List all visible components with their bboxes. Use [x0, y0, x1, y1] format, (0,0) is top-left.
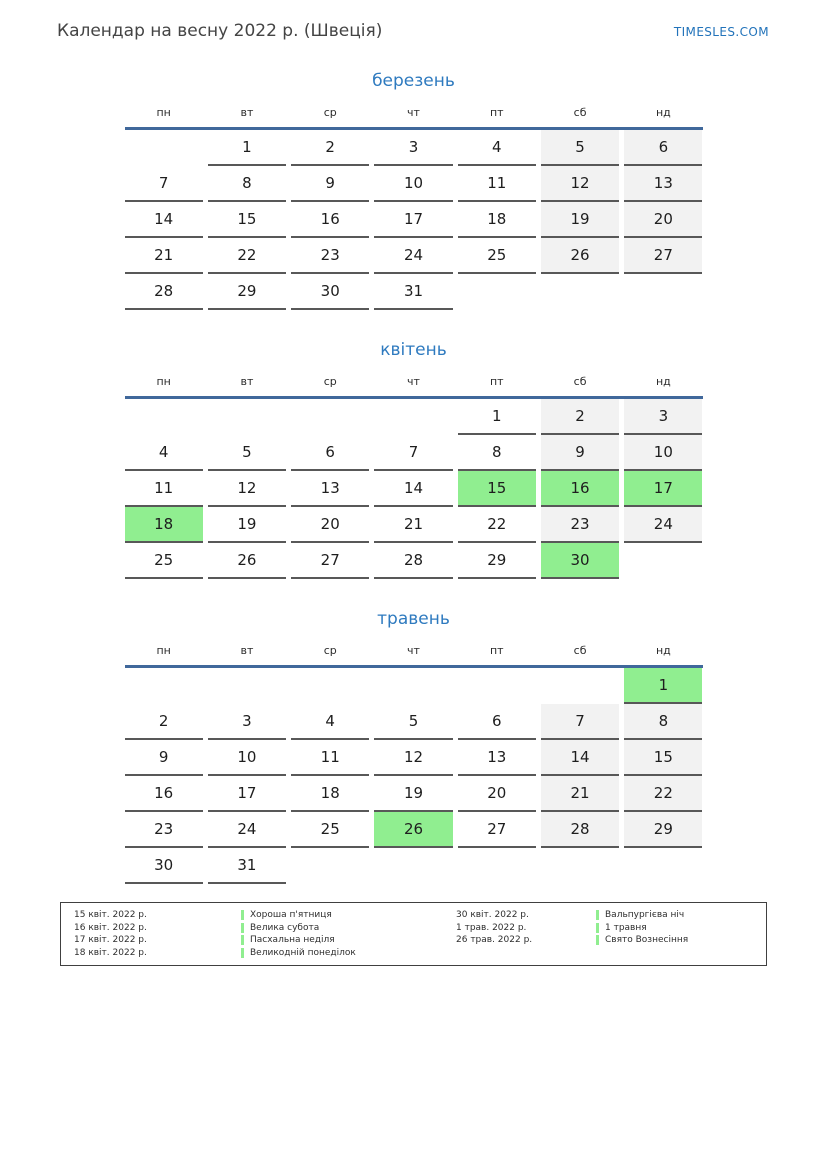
holiday-marker-bar [241, 948, 244, 958]
day-cell: 17 [374, 202, 452, 238]
day-cell: 22 [624, 776, 702, 812]
day-cell: 14 [374, 471, 452, 507]
day-cell: 9 [541, 435, 619, 471]
day-cell: 5 [541, 130, 619, 166]
empty-cell [291, 399, 369, 435]
day-cell: 25 [458, 238, 536, 274]
months-container [125, 41, 703, 884]
week-row [125, 776, 703, 812]
weekday-label: пт [489, 644, 504, 657]
legend-item [74, 909, 456, 922]
legend-item [456, 909, 754, 922]
day-cell: 4 [458, 130, 536, 166]
day-cell: 19 [541, 202, 619, 238]
day-cell: 21 [374, 507, 452, 543]
weekday-label: чт [407, 106, 420, 119]
weekday-header-row [125, 643, 703, 659]
day-cell: 24 [624, 507, 702, 543]
day-cell: 5 [374, 704, 452, 740]
week-row [125, 202, 703, 238]
day-cell: 2 [541, 399, 619, 435]
weekday-label: пт [489, 375, 504, 388]
day-cell: 8 [208, 166, 286, 202]
day-cell: 19 [208, 507, 286, 543]
weekday-label: пн [156, 644, 171, 657]
day-cell: 24 [374, 238, 452, 274]
weekday-label: ср [323, 375, 337, 388]
legend-holiday-name: Вальпургієва ніч [605, 910, 685, 921]
day-cell: 8 [624, 704, 702, 740]
day-cell: 21 [125, 238, 203, 274]
day-cell: 18 [125, 507, 203, 543]
day-cell: 19 [374, 776, 452, 812]
legend-item [74, 947, 456, 960]
weekday-label: пт [489, 106, 504, 119]
day-cell: 28 [125, 274, 203, 310]
day-cell: 28 [374, 543, 452, 579]
week-row [125, 740, 703, 776]
empty-cell [624, 848, 702, 884]
empty-cell [541, 848, 619, 884]
day-cell: 13 [458, 740, 536, 776]
weekday-label: пн [156, 106, 171, 119]
day-cell: 25 [291, 812, 369, 848]
day-cell: 12 [541, 166, 619, 202]
day-cell: 23 [291, 238, 369, 274]
weekday-label: вт [240, 644, 254, 657]
legend-item [456, 934, 754, 947]
day-cell: 27 [624, 238, 702, 274]
day-cell: 6 [291, 435, 369, 471]
day-cell: 27 [291, 543, 369, 579]
day-cell: 3 [624, 399, 702, 435]
day-cell: 15 [624, 740, 702, 776]
weekday-header-row [125, 105, 703, 121]
day-cell: 29 [458, 543, 536, 579]
day-cell: 11 [125, 471, 203, 507]
day-cell: 20 [291, 507, 369, 543]
day-cell: 4 [125, 435, 203, 471]
empty-cell [208, 399, 286, 435]
weekday-label: нд [655, 106, 671, 119]
empty-cell [125, 130, 203, 166]
month-section-0 [125, 41, 703, 310]
empty-cell [374, 848, 452, 884]
day-cell: 22 [208, 238, 286, 274]
weekday-label: чт [407, 375, 420, 388]
day-cell: 23 [125, 812, 203, 848]
day-cell: 9 [125, 740, 203, 776]
day-cell: 17 [624, 471, 702, 507]
weekday-label: чт [407, 644, 420, 657]
week-row [125, 238, 703, 274]
legend-item [74, 922, 456, 935]
legend-item [74, 934, 456, 947]
day-cell: 21 [541, 776, 619, 812]
day-cell: 6 [624, 130, 702, 166]
page-title: Календар на весну 2022 р. (Швеція) [57, 21, 383, 41]
empty-cell [208, 668, 286, 704]
day-cell: 29 [208, 274, 286, 310]
month-section-2 [125, 579, 703, 884]
month-title: березень [372, 71, 455, 91]
empty-cell [458, 668, 536, 704]
empty-cell [125, 399, 203, 435]
legend-date: 30 квіт. 2022 р. [456, 910, 529, 921]
legend-holiday-name: Хороша п'ятниця [250, 910, 332, 921]
week-row [125, 471, 703, 507]
page-header [0, 0, 827, 41]
day-cell: 27 [458, 812, 536, 848]
legend-column-left [74, 909, 456, 959]
week-row [125, 507, 703, 543]
day-cell: 3 [208, 704, 286, 740]
day-cell: 10 [624, 435, 702, 471]
day-cell: 16 [291, 202, 369, 238]
weekday-label: ср [323, 106, 337, 119]
week-row [125, 166, 703, 202]
weekday-label: пн [156, 375, 171, 388]
holiday-marker-bar [241, 935, 244, 945]
day-cell: 31 [374, 274, 452, 310]
week-row [125, 274, 703, 310]
day-cell: 15 [458, 471, 536, 507]
legend-date: 16 квіт. 2022 р. [74, 922, 147, 933]
day-cell: 1 [624, 668, 702, 704]
holiday-marker-bar [241, 923, 244, 933]
empty-cell [458, 848, 536, 884]
day-cell: 14 [541, 740, 619, 776]
week-row [125, 435, 703, 471]
day-cell: 26 [541, 238, 619, 274]
holiday-marker-bar [241, 910, 244, 920]
month-title: квітень [380, 340, 447, 360]
weekday-label: вт [240, 106, 254, 119]
legend-holiday-name: Пасхальна неділя [250, 935, 335, 946]
day-cell: 4 [291, 704, 369, 740]
holiday-marker-bar [596, 935, 599, 945]
site-link[interactable]: TIMESLES.COM [673, 25, 769, 39]
day-cell: 30 [291, 274, 369, 310]
day-cell: 11 [291, 740, 369, 776]
day-cell: 26 [208, 543, 286, 579]
day-cell: 30 [125, 848, 203, 884]
day-cell: 20 [624, 202, 702, 238]
empty-cell [624, 274, 702, 310]
empty-cell [541, 668, 619, 704]
week-row [125, 543, 703, 579]
legend-holiday-name: 1 травня [605, 922, 647, 933]
day-cell: 28 [541, 812, 619, 848]
day-cell: 26 [374, 812, 452, 848]
day-cell: 6 [458, 704, 536, 740]
empty-cell [291, 848, 369, 884]
day-cell: 17 [208, 776, 286, 812]
legend-item [456, 922, 754, 935]
day-cell: 18 [291, 776, 369, 812]
day-cell: 10 [208, 740, 286, 776]
day-cell: 14 [125, 202, 203, 238]
week-row [125, 399, 703, 435]
day-cell: 25 [125, 543, 203, 579]
empty-cell [374, 668, 452, 704]
legend-date: 1 трав. 2022 р. [456, 922, 527, 933]
day-cell: 7 [374, 435, 452, 471]
day-cell: 12 [374, 740, 452, 776]
empty-cell [624, 543, 702, 579]
day-cell: 3 [374, 130, 452, 166]
day-cell: 23 [541, 507, 619, 543]
weekday-label: вт [240, 375, 254, 388]
day-cell: 16 [541, 471, 619, 507]
day-cell: 24 [208, 812, 286, 848]
day-cell: 7 [541, 704, 619, 740]
day-cell: 1 [208, 130, 286, 166]
day-cell: 8 [458, 435, 536, 471]
legend-holiday-name: Велика субота [250, 922, 320, 933]
day-cell: 15 [208, 202, 286, 238]
day-cell: 13 [624, 166, 702, 202]
day-cell: 22 [458, 507, 536, 543]
holiday-marker-bar [596, 910, 599, 920]
month-title: травень [377, 609, 450, 629]
day-cell: 10 [374, 166, 452, 202]
empty-cell [125, 668, 203, 704]
day-cell: 31 [208, 848, 286, 884]
day-cell: 30 [541, 543, 619, 579]
day-cell: 5 [208, 435, 286, 471]
empty-cell [374, 399, 452, 435]
week-row [125, 130, 703, 166]
day-cell: 9 [291, 166, 369, 202]
week-row [125, 848, 703, 884]
day-cell: 11 [458, 166, 536, 202]
weekday-label: сб [573, 644, 587, 657]
weekday-label: сб [573, 106, 587, 119]
week-row [125, 704, 703, 740]
weekday-label: ср [323, 644, 337, 657]
legend-holiday-name: Великодній понеділок [250, 947, 356, 958]
day-cell: 29 [624, 812, 702, 848]
week-row [125, 812, 703, 848]
weekday-label: нд [655, 644, 671, 657]
day-cell: 2 [125, 704, 203, 740]
day-cell: 16 [125, 776, 203, 812]
day-cell: 1 [458, 399, 536, 435]
day-cell: 7 [125, 166, 203, 202]
weekday-label: нд [655, 375, 671, 388]
day-cell: 20 [458, 776, 536, 812]
empty-cell [541, 274, 619, 310]
month-section-1 [125, 310, 703, 579]
day-cell: 18 [458, 202, 536, 238]
legend-date: 26 трав. 2022 р. [456, 935, 533, 946]
legend-date: 15 квіт. 2022 р. [74, 910, 147, 921]
day-cell: 13 [291, 471, 369, 507]
day-cell: 12 [208, 471, 286, 507]
holiday-marker-bar [596, 923, 599, 933]
week-row [125, 668, 703, 704]
day-cell: 2 [291, 130, 369, 166]
empty-cell [458, 274, 536, 310]
legend-holiday-name: Свято Вознесіння [605, 935, 689, 946]
legend-date: 18 квіт. 2022 р. [74, 947, 147, 958]
weekday-label: сб [573, 375, 587, 388]
legend-column-right [456, 909, 754, 959]
holiday-legend [60, 902, 767, 966]
weekday-header-row [125, 374, 703, 390]
empty-cell [291, 668, 369, 704]
legend-date: 17 квіт. 2022 р. [74, 935, 147, 946]
